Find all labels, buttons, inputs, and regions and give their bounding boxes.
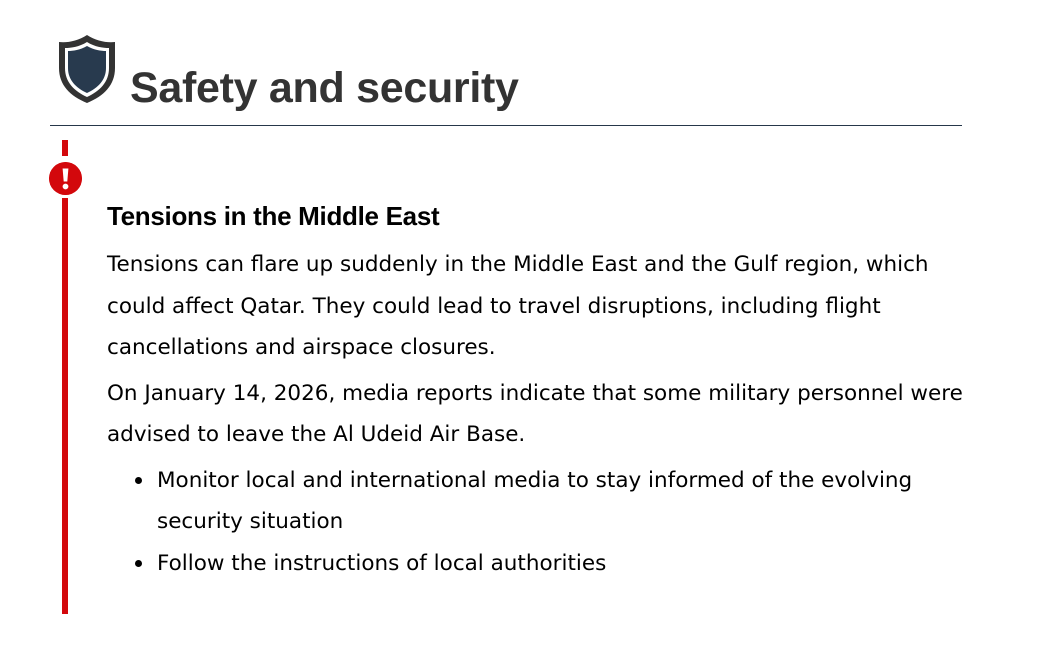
exclamation-alert-icon xyxy=(49,162,82,195)
list-item xyxy=(157,460,977,543)
shield-icon xyxy=(56,32,118,106)
alert-paragraph: On January 14, 2026, media reports indicate that some military personnel were advised to leave the Al Udeid Air Base. xyxy=(107,380,963,447)
alert-bar xyxy=(62,198,68,614)
alert-paragraph: Tensions can flare up suddenly in the Middle East and the Gulf region, which could affect Qatar. They could lead to travel disruptions, including flight cancellations and airspace closures. xyxy=(107,252,929,360)
list-item-text: Follow the instructions of local authorities xyxy=(157,550,607,576)
page-title: Safety and security xyxy=(130,64,519,112)
list-item-text: Monitor local and international media to stay informed of the evolving security situation xyxy=(157,467,913,534)
advice-list xyxy=(107,460,977,585)
alert-heading: Tensions in the Middle East xyxy=(107,201,440,231)
alert-bar-top xyxy=(62,140,68,156)
section-header xyxy=(50,30,962,126)
list-item xyxy=(157,543,977,585)
alert-content xyxy=(107,196,977,584)
bullet xyxy=(135,560,142,567)
bullet xyxy=(135,477,142,484)
